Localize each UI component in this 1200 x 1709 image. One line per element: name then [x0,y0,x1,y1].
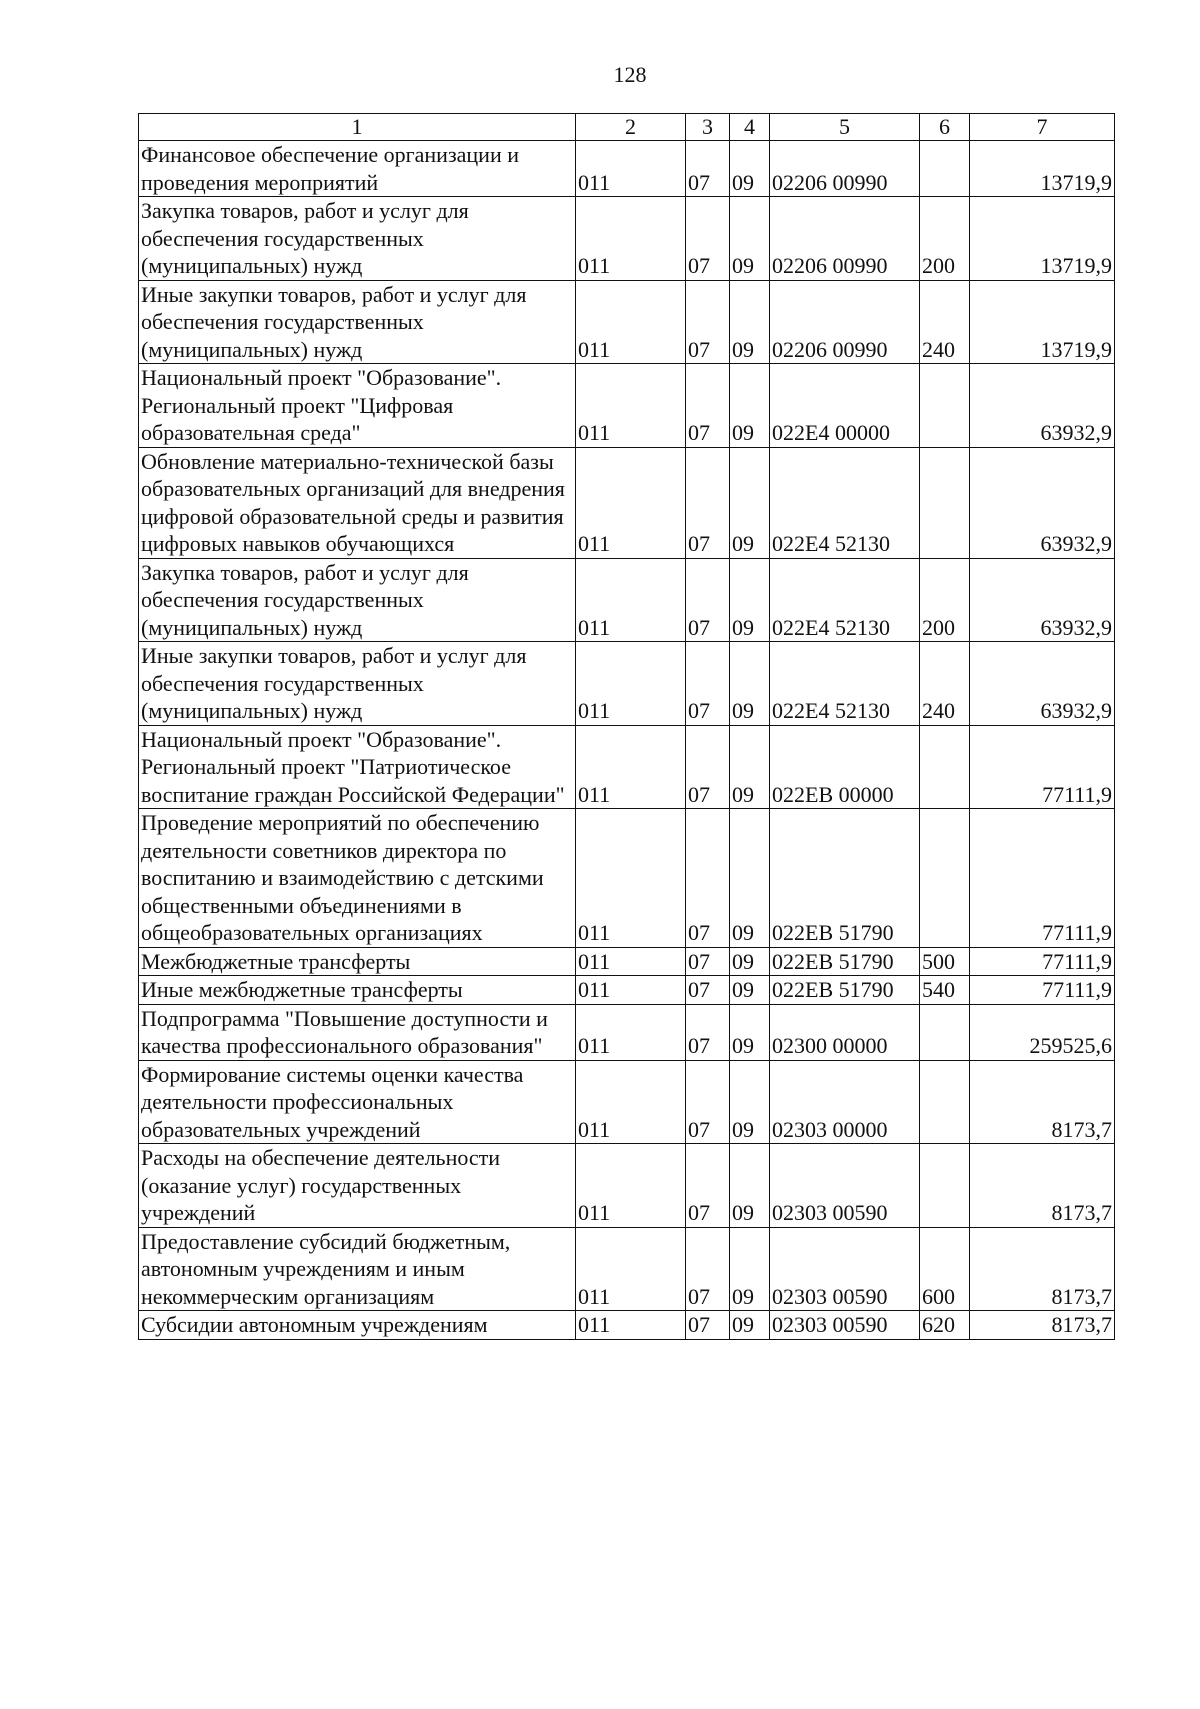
cell-target-article: 022E4 52130 [770,558,920,642]
cell-ministry-code: 011 [576,1311,686,1340]
cell-subsection: 09 [730,809,770,948]
table-row [139,141,1115,197]
row-description: Закупка товаров, работ и услуг для обеспечения государственных (муниципальных) нужд [139,197,576,281]
table-row [139,947,1115,976]
cell-target-article: 022E4 52130 [770,447,920,558]
cell-subsection: 09 [730,141,770,197]
cell-subsection: 09 [730,1004,770,1060]
cell-section: 07 [686,280,730,364]
cell-target-article: 02303 00000 [770,1060,920,1144]
cell-expense-type [920,141,970,197]
cell-subsection: 09 [730,725,770,809]
cell-ministry-code: 011 [576,1004,686,1060]
cell-expense-type [920,1004,970,1060]
cell-subsection: 09 [730,947,770,976]
header-cell: 2 [576,114,686,141]
cell-expense-type: 620 [920,1311,970,1340]
row-description: Предоставление субсидий бюджетным, автономным учреждениям и иным некоммерческим организациям [139,1227,576,1311]
cell-amount: 13719,9 [970,197,1115,281]
cell-target-article: 022EB 51790 [770,947,920,976]
cell-amount: 63932,9 [970,447,1115,558]
cell-subsection: 09 [730,1227,770,1311]
page-number: 128 [613,62,647,87]
row-description: Национальный проект "Образование". Региональный проект "Патриотическое воспитание граждан Российской Федерации" [139,725,576,809]
cell-target-article: 022E4 52130 [770,642,920,726]
cell-expense-type [920,447,970,558]
table-row [139,197,1115,281]
cell-amount: 13719,9 [970,280,1115,364]
cell-subsection: 09 [730,364,770,448]
header-cell: 7 [970,114,1115,141]
cell-target-article: 022EB 51790 [770,976,920,1005]
cell-target-article: 02206 00990 [770,141,920,197]
cell-expense-type [920,725,970,809]
cell-subsection: 09 [730,1144,770,1228]
table-row [139,1004,1115,1060]
cell-expense-type [920,809,970,948]
table-row [139,1311,1115,1340]
cell-ministry-code: 011 [576,947,686,976]
cell-amount: 8173,7 [970,1144,1115,1228]
cell-amount: 77111,9 [970,947,1115,976]
header-cell: 1 [139,114,576,141]
table-row [139,280,1115,364]
cell-section: 07 [686,1227,730,1311]
cell-amount: 77111,9 [970,809,1115,948]
cell-subsection: 09 [730,976,770,1005]
cell-ministry-code: 011 [576,809,686,948]
cell-amount: 63932,9 [970,642,1115,726]
row-description: Иные закупки товаров, работ и услуг для обеспечения государственных (муниципальных) нужд [139,642,576,726]
cell-section: 07 [686,809,730,948]
cell-target-article: 02300 00000 [770,1004,920,1060]
cell-expense-type [920,1144,970,1228]
cell-ministry-code: 011 [576,447,686,558]
cell-expense-type [920,1060,970,1144]
cell-section: 07 [686,447,730,558]
cell-expense-type [920,364,970,448]
cell-section: 07 [686,197,730,281]
header-row [139,114,1115,141]
row-description: Национальный проект "Образование". Региональный проект "Цифровая образовательная среда" [139,364,576,448]
cell-subsection: 09 [730,642,770,726]
cell-ministry-code: 011 [576,725,686,809]
cell-subsection: 09 [730,197,770,281]
cell-amount: 259525,6 [970,1004,1115,1060]
cell-amount: 77111,9 [970,725,1115,809]
cell-ministry-code: 011 [576,642,686,726]
cell-expense-type: 600 [920,1227,970,1311]
table-row [139,809,1115,948]
cell-ministry-code: 011 [576,197,686,281]
cell-amount: 13719,9 [970,141,1115,197]
cell-section: 07 [686,141,730,197]
cell-subsection: 09 [730,1060,770,1144]
table-body [139,141,1115,1340]
cell-section: 07 [686,642,730,726]
header-cell: 4 [730,114,770,141]
row-description: Иные межбюджетные трансферты [139,976,576,1005]
row-description: Подпрограмма "Повышение доступности и качества профессионального образования" [139,1004,576,1060]
cell-section: 07 [686,725,730,809]
cell-expense-type: 200 [920,558,970,642]
table-row [139,1060,1115,1144]
cell-expense-type: 240 [920,642,970,726]
cell-target-article: 02303 00590 [770,1311,920,1340]
cell-subsection: 09 [730,558,770,642]
table-row [139,725,1115,809]
table-row [139,1227,1115,1311]
table-row [139,364,1115,448]
cell-ministry-code: 011 [576,364,686,448]
cell-subsection: 09 [730,280,770,364]
cell-target-article: 022EB 00000 [770,725,920,809]
cell-amount: 63932,9 [970,558,1115,642]
row-description: Межбюджетные трансферты [139,947,576,976]
budget-table [138,113,1115,1340]
cell-section: 07 [686,947,730,976]
cell-ministry-code: 011 [576,558,686,642]
cell-section: 07 [686,558,730,642]
row-description: Субсидии автономным учреждениям [139,1311,576,1340]
cell-section: 07 [686,1060,730,1144]
cell-section: 07 [686,364,730,448]
cell-ministry-code: 011 [576,1227,686,1311]
row-description: Иные закупки товаров, работ и услуг для обеспечения государственных (муниципальных) нужд [139,280,576,364]
cell-subsection: 09 [730,1311,770,1340]
table-row [139,558,1115,642]
cell-ministry-code: 011 [576,141,686,197]
cell-section: 07 [686,1004,730,1060]
cell-expense-type: 200 [920,197,970,281]
cell-expense-type: 500 [920,947,970,976]
row-description: Проведение мероприятий по обеспечению деятельности советников директора по воспитанию и взаимодействию с детскими общественными объединениями в общеобразовательных организациях [139,809,576,948]
row-description: Обновление материально-технической базы образовательных организаций для внедрения цифровой образовательной среды и развития цифровых навыков обучающихся [139,447,576,558]
header-cell: 6 [920,114,970,141]
cell-target-article: 02303 00590 [770,1227,920,1311]
header-cell: 3 [686,114,730,141]
cell-section: 07 [686,1311,730,1340]
cell-target-article: 02303 00590 [770,1144,920,1228]
cell-ministry-code: 011 [576,1060,686,1144]
cell-ministry-code: 011 [576,976,686,1005]
cell-target-article: 022EB 51790 [770,809,920,948]
cell-amount: 8173,7 [970,1060,1115,1144]
row-description: Закупка товаров, работ и услуг для обеспечения государственных (муниципальных) нужд [139,558,576,642]
cell-target-article: 02206 00990 [770,280,920,364]
table-row [139,642,1115,726]
row-description: Расходы на обеспечение деятельности (оказание услуг) государственных учреждений [139,1144,576,1228]
table-row [139,976,1115,1005]
cell-section: 07 [686,1144,730,1228]
table-row [139,1144,1115,1228]
cell-amount: 8173,7 [970,1311,1115,1340]
cell-expense-type: 540 [920,976,970,1005]
cell-section: 07 [686,976,730,1005]
cell-subsection: 09 [730,447,770,558]
cell-expense-type: 240 [920,280,970,364]
cell-target-article: 02206 00990 [770,197,920,281]
cell-amount: 63932,9 [970,364,1115,448]
cell-ministry-code: 011 [576,1144,686,1228]
cell-target-article: 022E4 00000 [770,364,920,448]
row-description: Формирование системы оценки качества деятельности профессиональных образовательных учреждений [139,1060,576,1144]
table-row [139,447,1115,558]
header-cell: 5 [770,114,920,141]
cell-amount: 77111,9 [970,976,1115,1005]
row-description: Финансовое обеспечение организации и проведения мероприятий [139,141,576,197]
cell-ministry-code: 011 [576,280,686,364]
cell-amount: 8173,7 [970,1227,1115,1311]
